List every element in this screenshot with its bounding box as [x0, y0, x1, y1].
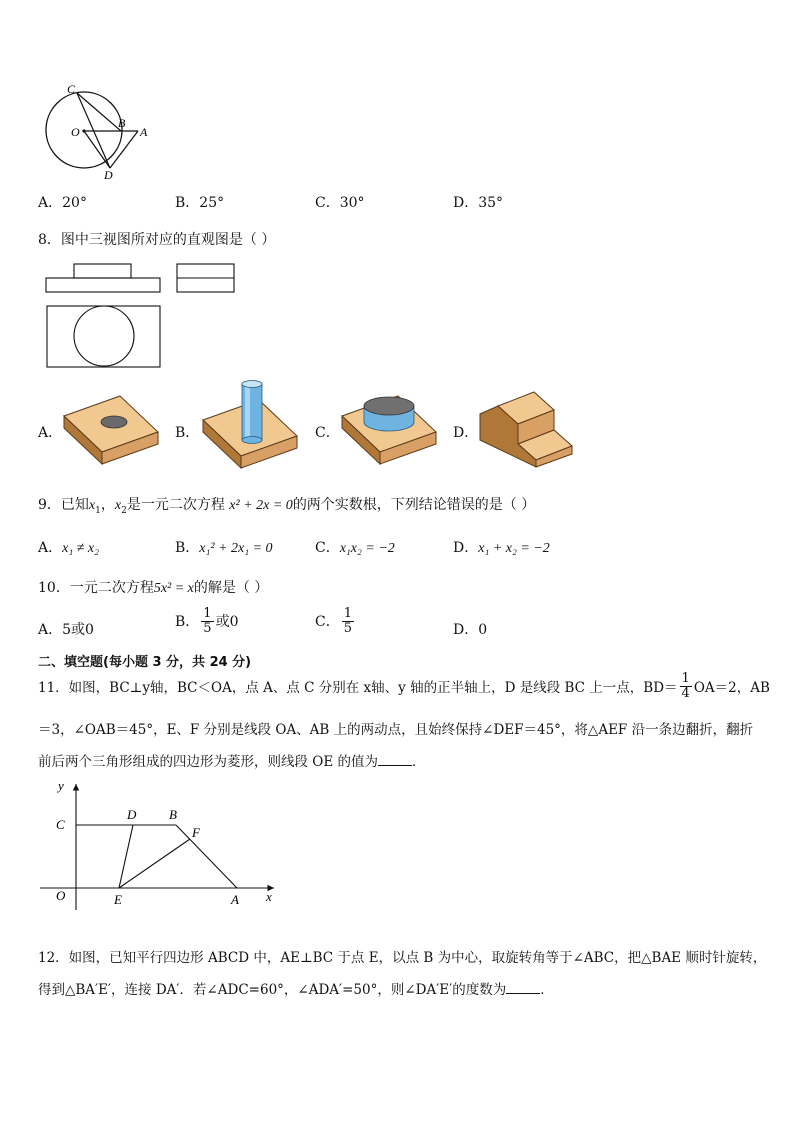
q9-stem-b: 是一元二次方程	[126, 497, 225, 513]
q8-three-views	[44, 262, 244, 372]
q7-option-c	[315, 192, 365, 212]
q9-stem-a: 9．已知	[38, 497, 89, 513]
q10-option-c-num: 1	[343, 606, 352, 621]
q12-line-2-end: ．	[540, 982, 554, 998]
q10-option-c-den: 5	[343, 620, 352, 636]
q11-label-x: x	[266, 889, 272, 904]
q9-option-c-expr: x₁x₂ = −2	[339, 541, 395, 556]
q10-equation: 5x² = x	[153, 581, 194, 596]
q7-option-c-label: C．	[315, 195, 340, 211]
q11-line-2: ＝3，∠OAB＝45°，E、F 分别是线段 OA、AB 上的两动点，且始终保持∠DEF＝45°，将△AEF 沿一条边翻折，翻折	[38, 722, 754, 738]
q9-option-b-label: B．	[175, 540, 200, 556]
q7-circle-figure	[36, 80, 166, 180]
q9-option-b	[175, 537, 273, 557]
block-with-disk-icon	[340, 390, 440, 465]
q9-option-c-label: C．	[315, 540, 340, 556]
q10-option-a	[38, 619, 94, 639]
q10-option-b-den: 5	[203, 620, 212, 636]
q11-line-1	[38, 672, 770, 700]
q11-label-o: O	[56, 888, 66, 903]
q9-option-a	[38, 537, 99, 557]
section-title: 二、填空题(每小题 3 分，共 24 分)	[38, 655, 252, 670]
q9-x1: x	[88, 498, 96, 513]
q7-option-b	[175, 192, 224, 212]
q7-option-d	[453, 192, 503, 212]
q10-option-b-suffix: 或0	[215, 614, 239, 631]
q7-label-d: D	[104, 168, 113, 182]
q10-option-d-label: D．	[453, 622, 479, 638]
q11-label-y: y	[58, 778, 64, 793]
q11-label-f: F	[192, 825, 200, 840]
q7-option-a	[38, 192, 87, 212]
q10-option-d-value: 0	[478, 622, 488, 638]
q10-stem-b: 的解是（ ）	[193, 580, 269, 596]
q10-stem	[38, 577, 268, 597]
q7-option-d-value: 35°	[478, 195, 504, 211]
q11-label-b: B	[169, 807, 177, 822]
q9-option-d	[453, 537, 550, 557]
q11-coordinate-figure	[36, 778, 286, 913]
q12-line-2-text: 得到△BA′E′，连接 DA′．若∠ADC=60°，∠ADA′=50°，则∠DA′E′的度数为	[38, 982, 507, 998]
q10-option-a-value: 5或0	[62, 622, 94, 638]
q9-x2-sub: 2	[121, 505, 127, 516]
q10-option-c-fraction	[342, 607, 354, 635]
q7-label-a: A	[140, 125, 148, 139]
q9-option-a-expr: x₁ ≠ x₂	[62, 541, 99, 556]
q10-option-b-fraction	[201, 607, 213, 635]
q10-option-b	[175, 607, 239, 635]
q8-option-c-label: C．	[315, 425, 340, 441]
q8-stem: 8．图中三视图所对应的直观图是（ ）	[38, 232, 276, 248]
q10-option-d	[453, 619, 487, 639]
q11-line-1-b: OA＝2，AB	[693, 680, 770, 697]
q9-x1-sub: 1	[95, 505, 101, 516]
q9-option-c	[315, 537, 395, 557]
q7-label-o: O	[71, 125, 80, 139]
q11-answer-blank[interactable]	[378, 753, 412, 766]
q7-option-b-label: B．	[175, 195, 200, 211]
q8-option-d-label: D．	[453, 425, 479, 441]
q11-line-3	[38, 750, 426, 770]
q11-fraction	[680, 672, 692, 700]
q7-option-a-value: 20°	[62, 195, 87, 211]
q8-option-b-label: B．	[175, 425, 200, 441]
q10-option-b-num: 1	[203, 606, 212, 621]
q11-label-a: A	[231, 892, 239, 907]
q7-option-d-label: D．	[453, 195, 479, 211]
q12-answer-blank[interactable]	[506, 981, 540, 994]
q9-stem: 9．已知$x_1$，$x_2$是一元二次方程 x² + 2x = 0的两个实数根，下列结论错误的是（ ）	[38, 497, 536, 516]
q10-stem-a: 10．一元二次方程	[38, 580, 154, 596]
q10-option-a-label: A．	[38, 622, 63, 638]
q11-line-3-text: 前后两个三角形组成的四边形为菱形，则线段 OE 的值为	[38, 754, 379, 770]
q11-label-c: C	[56, 817, 65, 832]
q7-label-c: C	[67, 82, 76, 96]
q11-label-e: E	[114, 892, 122, 907]
q8-option-a-label: A．	[38, 425, 63, 441]
q11-frac-den: 4	[681, 685, 690, 701]
q10-option-b-label: B．	[175, 614, 200, 631]
q12-line-2	[38, 978, 554, 998]
q7-option-c-value: 30°	[339, 195, 365, 211]
q9-option-d-expr: x₁ + x₂ = −2	[478, 541, 550, 556]
q7-option-b-value: 25°	[199, 195, 225, 211]
q12-line-1: 12．如图，已知平行四边形 ABCD 中，AE⊥BC 于点 E，以点 B 为中心，取旋转角等于∠ABC，把△BAE 顺时针旋转，	[38, 950, 767, 966]
q10-option-c-label: C．	[315, 614, 340, 631]
stepped-block-icon	[478, 392, 578, 467]
block-with-cylinder-icon	[201, 378, 301, 468]
q9-option-b-expr: x₁² + 2x₁ = 0	[199, 541, 273, 556]
q9-equation: x² + 2x = 0	[229, 498, 293, 513]
q11-line-1-a: 11．如图，BC⊥y轴，BC＜OA，点 A、点 C 分别在 x轴、y 轴的正半轴上，D 是线段 BC 上一点，BD＝	[38, 680, 678, 697]
q7-label-b: B	[118, 116, 126, 130]
q11-label-d: D	[127, 807, 137, 822]
q9-x2: x	[114, 498, 122, 513]
block-with-hole-icon	[62, 394, 162, 464]
q9-stem-c: 的两个实数根，下列结论错误的是（ ）	[292, 497, 536, 513]
q10-option-c	[315, 607, 356, 635]
q11-frac-num: 1	[681, 671, 690, 686]
q9-option-d-label: D．	[453, 540, 479, 556]
q7-option-a-label: A．	[38, 195, 63, 211]
q11-line-3-end: ．	[412, 754, 426, 770]
q9-option-a-label: A．	[38, 540, 63, 556]
